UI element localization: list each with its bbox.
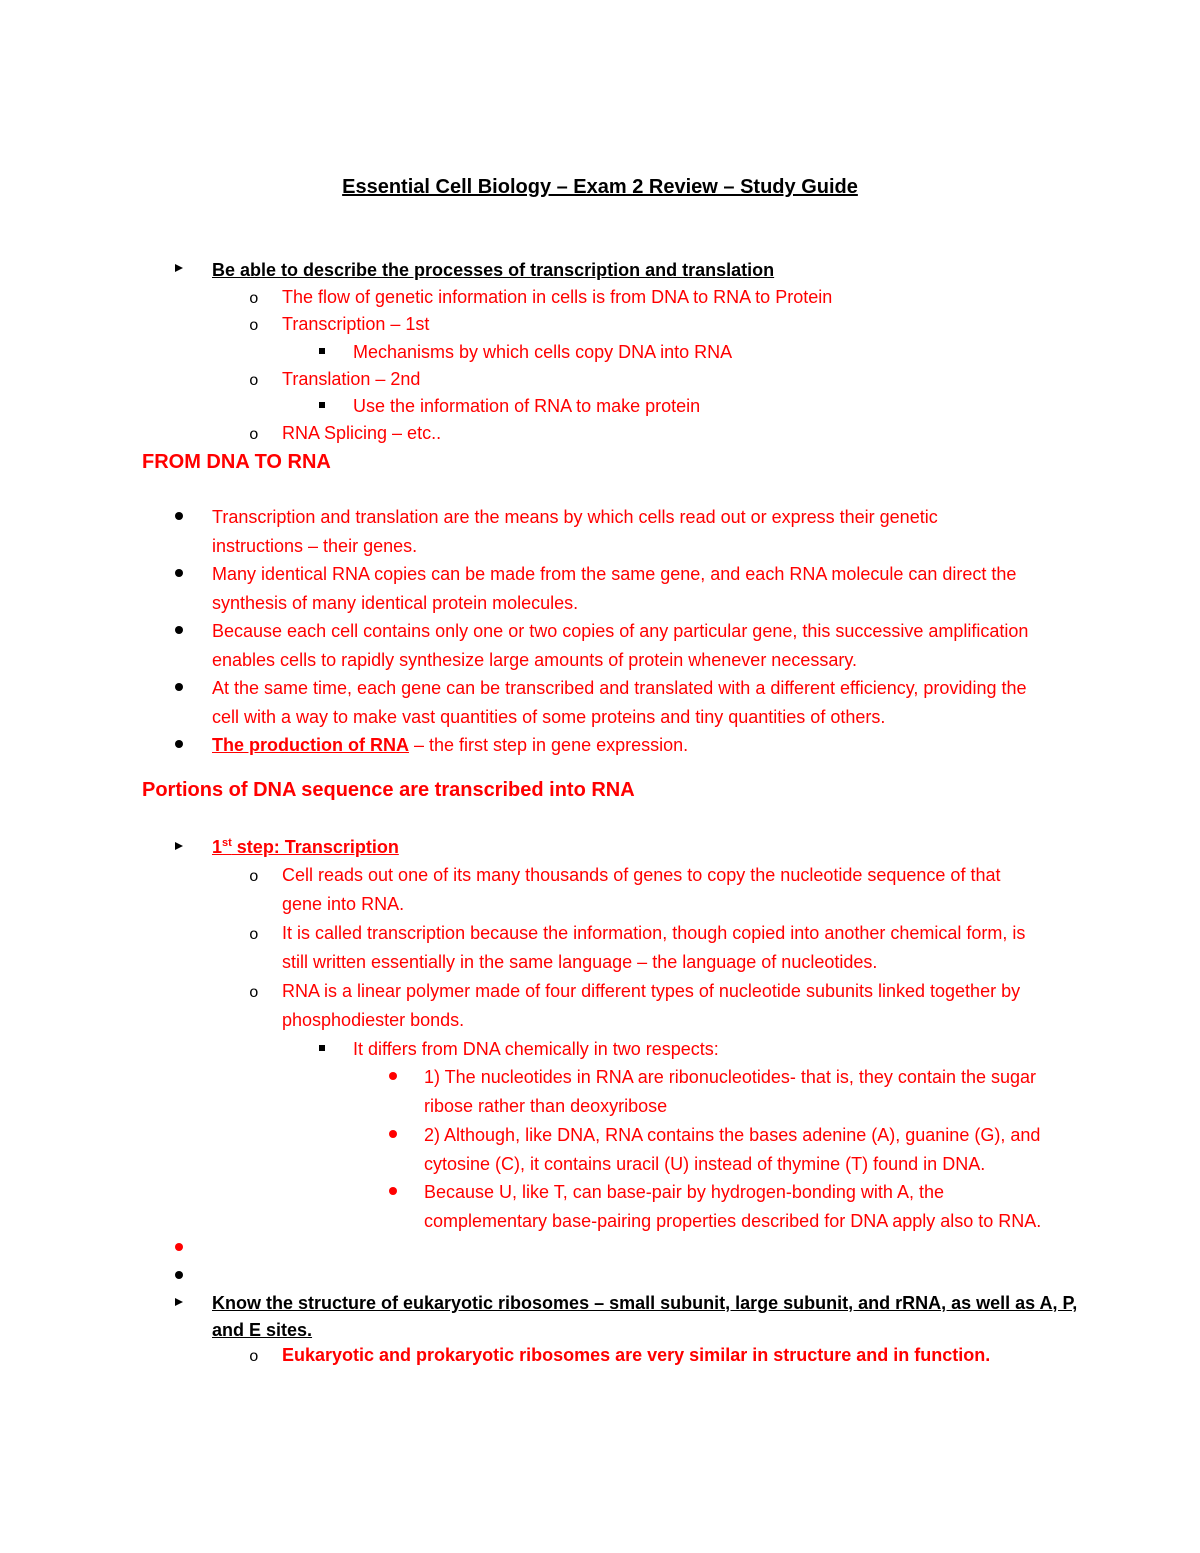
circle-bullet-icon: o [249, 868, 259, 886]
emphasis-text: The production of RNA [212, 735, 409, 755]
section-heading: FROM DNA TO RNA [142, 451, 331, 473]
bullet-icon [389, 1072, 397, 1080]
list-item-continued: complementary base-pairing properties described for DNA apply also to RNA. [424, 1211, 1042, 1231]
list-item: 2) Although, like DNA, RNA contains the bases adenine (A), guanine (G), and [424, 1125, 1041, 1145]
list-item: Many identical RNA copies can be made from the same gene, and each RNA molecule can direct the [212, 564, 1017, 584]
square-bullet-icon [319, 1045, 325, 1051]
list-item: RNA is a linear polymer made of four different types of nucleotide subunits linked together by [282, 981, 1021, 1001]
empty-bullet-icon [175, 1271, 183, 1279]
list-item: Cell reads out one of its many thousands of genes to copy the nucleotide sequence of that [282, 865, 1001, 885]
list-item: Transcription and translation are the means by which cells read out or express their genetic [212, 507, 938, 527]
list-item-continued: still written essentially in the same language – the language of nucleotides. [282, 952, 878, 972]
bullet-icon [175, 626, 183, 634]
list-item: 1) The nucleotides in RNA are ribonucleotides- that is, they contain the sugar [424, 1067, 1037, 1087]
bullet-icon [175, 740, 183, 748]
section-heading: Portions of DNA sequence are transcribed into RNA [142, 779, 635, 801]
list-item-continued: cell with a way to make vast quantities of some proteins and tiny quantities of others. [212, 707, 886, 727]
bullet-icon [389, 1130, 397, 1138]
list-item-continued: enables cells to rapidly synthesize large amounts of protein whenever necessary. [212, 650, 858, 670]
step-number: 1 [212, 837, 223, 857]
list-item: Mechanisms by which cells copy DNA into RNA [353, 342, 733, 362]
step-text: step: Transcription [231, 837, 399, 857]
bullet-icon [175, 683, 183, 691]
circle-bullet-icon: o [249, 290, 259, 308]
list-item [212, 733, 688, 757]
square-bullet-icon [319, 402, 325, 408]
list-item: RNA Splicing – etc.. [282, 423, 442, 443]
list-item: Because each cell contains only one or two copies of any particular gene, this successive amplification [212, 621, 1029, 641]
empty-bullet-icon [175, 1243, 183, 1251]
list-item: Transcription – 1st [282, 314, 430, 334]
circle-bullet-icon: o [249, 926, 259, 944]
list-item: The flow of genetic information in cells is from DNA to RNA to Protein [282, 287, 833, 307]
circle-bullet-icon: o [249, 372, 259, 390]
objective-2-label: Know the structure of eukaryotic ribosomes – small subunit, large subunit, and rRNA, as well as A, P, [212, 1293, 1078, 1313]
list-item-continued: instructions – their genes. [212, 536, 418, 556]
list-item-rest: – the first step in gene expression. [408, 735, 689, 755]
list-item: It differs from DNA chemically in two respects: [353, 1039, 719, 1059]
circle-bullet-icon: o [249, 317, 259, 335]
list-item-continued: gene into RNA. [282, 894, 405, 914]
bullet-icon [175, 569, 183, 577]
objective-2-label-continued: and E sites. [212, 1320, 313, 1340]
arrow-bullet-icon [175, 842, 183, 850]
list-item: At the same time, each gene can be transcribed and translated with a different efficiency, providing the [212, 678, 1027, 698]
list-item-continued: ribose rather than deoxyribose [424, 1096, 668, 1116]
objective-1-label: Be able to describe the processes of transcription and translation [212, 260, 775, 280]
document-title: Essential Cell Biology – Exam 2 Review – Study Guide [342, 176, 858, 198]
list-item: Use the information of RNA to make protein [353, 396, 701, 416]
step-label [212, 835, 399, 859]
list-item: It is called transcription because the information, though copied into another chemical form, is [282, 923, 1026, 943]
square-bullet-icon [319, 348, 325, 354]
list-item: Because U, like T, can base-pair by hydrogen-bonding with A, the [424, 1182, 944, 1202]
list-item-continued: cytosine (C), it contains uracil (U) instead of thymine (T) found in DNA. [424, 1154, 986, 1174]
bullet-icon [389, 1187, 397, 1195]
list-item-continued: phosphodiester bonds. [282, 1010, 465, 1030]
circle-bullet-icon: o [249, 426, 259, 444]
arrow-bullet-icon [175, 264, 183, 272]
circle-bullet-icon: o [249, 1348, 259, 1366]
list-item: Eukaryotic and prokaryotic ribosomes are very similar in structure and in function. [282, 1345, 991, 1365]
circle-bullet-icon: o [249, 984, 259, 1002]
list-item-continued: synthesis of many identical protein molecules. [212, 593, 579, 613]
list-item: Translation – 2nd [282, 369, 421, 389]
arrow-bullet-icon [175, 1298, 183, 1306]
step-ordinal: st [222, 837, 232, 849]
bullet-icon [175, 512, 183, 520]
